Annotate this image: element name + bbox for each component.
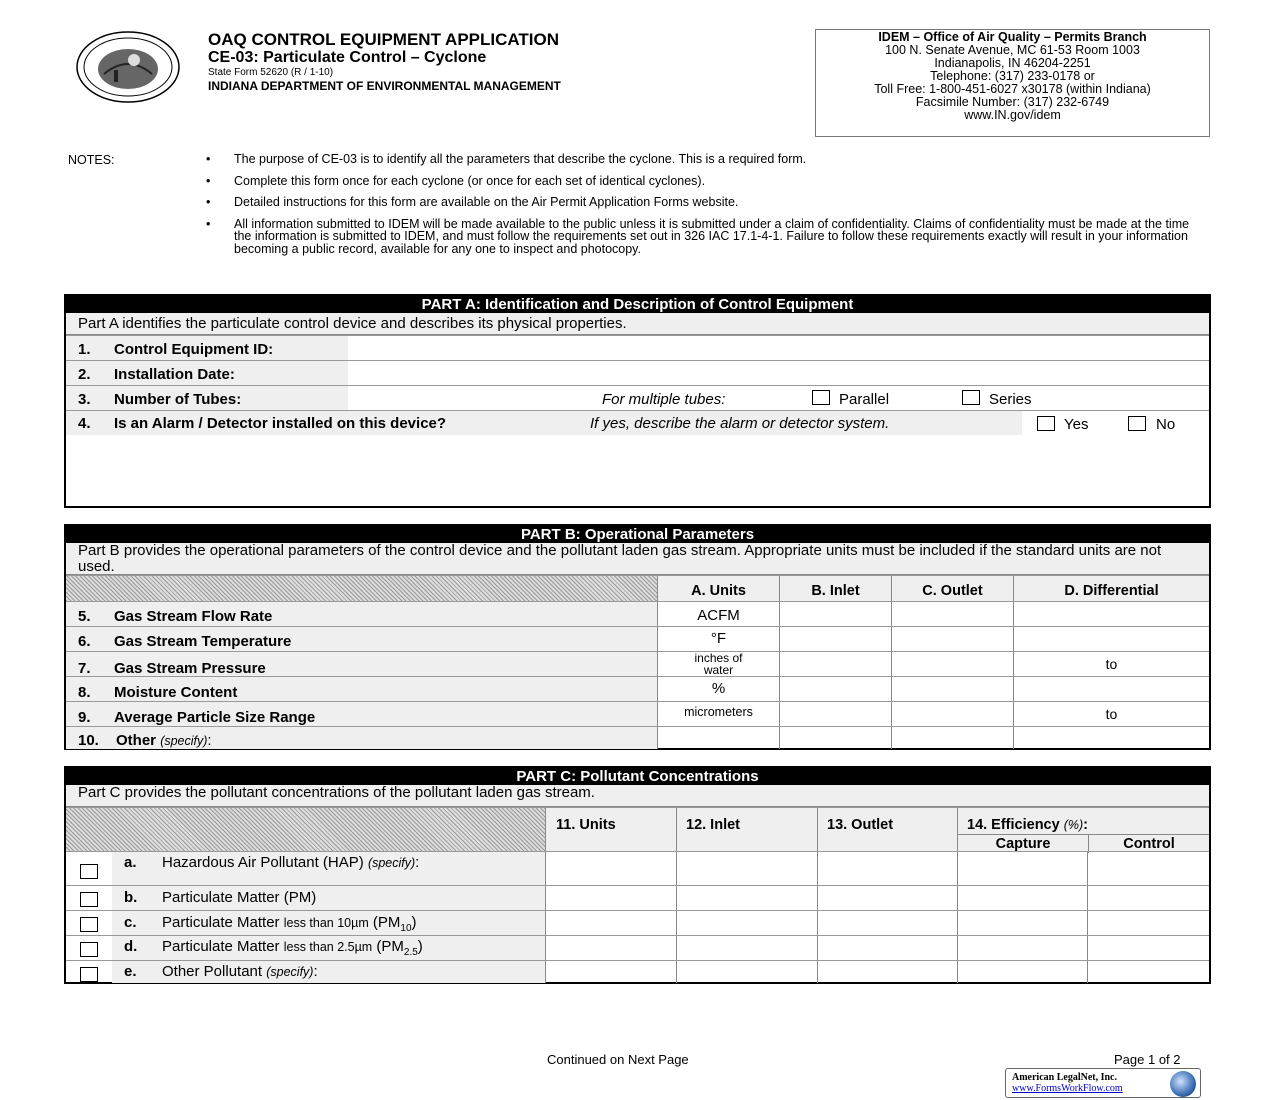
temperature-inlet-field[interactable] xyxy=(779,627,891,651)
note-item: • Complete this form once for each cyclone (or once for each set of identical cyclones). xyxy=(206,173,706,188)
inlet-column-header: B. Inlet xyxy=(811,583,860,599)
part-a-row-3: 3. Number of Tubes: For multiple tubes: Parallel Series xyxy=(66,385,1209,410)
other-pollutant-outlet-field[interactable] xyxy=(817,961,957,983)
other-outlet-field[interactable] xyxy=(891,727,1013,749)
hap-units-field[interactable] xyxy=(545,852,676,885)
c-inlet-column-header: 12. Inlet xyxy=(686,817,740,833)
pm-inlet-field[interactable] xyxy=(676,886,817,910)
form-subtitle: CE-03: Particulate Control – Cyclone xyxy=(208,49,487,66)
department-name: INDIANA DEPARTMENT OF ENVIRONMENTAL MANAGEMENT xyxy=(208,79,561,93)
state-seal xyxy=(74,30,182,104)
part-b xyxy=(64,524,1211,750)
contact-address2: Indianapolis, IN 46204-2251 xyxy=(934,56,1091,70)
globe-icon xyxy=(1170,1071,1196,1097)
bullet-icon: • xyxy=(206,152,211,166)
particle-size-differential-field[interactable]: to xyxy=(1013,702,1209,726)
flow-rate-outlet-field[interactable] xyxy=(891,602,1013,626)
flow-rate-differential-field[interactable] xyxy=(1013,602,1209,626)
notes-label: NOTES: xyxy=(68,153,115,167)
differential-column-header: D. Differential xyxy=(1064,583,1159,599)
part-a-title: PART A: Identification and Description of Control Equipment xyxy=(66,296,1209,313)
bullet-icon: • xyxy=(206,216,211,231)
pm25-control-field[interactable] xyxy=(1087,936,1209,960)
multiple-tubes-label: For multiple tubes: xyxy=(602,391,726,408)
part-a-row-4: 4. Is an Alarm / Detector installed on this device? If yes, describe the alarm or detector system. Yes No xyxy=(66,410,1209,508)
hap-inlet-field[interactable] xyxy=(676,852,817,885)
c-units-column-header: 11. Units xyxy=(556,817,616,833)
control-equipment-id-field[interactable] xyxy=(348,336,1209,360)
contact-telephone: Telephone: (317) 233-0178 or xyxy=(930,69,1095,83)
notes-list xyxy=(206,153,1206,265)
capture-column-header: Capture xyxy=(995,836,1051,852)
temperature-outlet-field[interactable] xyxy=(891,627,1013,651)
contact-fax: Facsimile Number: (317) 232-6749 xyxy=(915,95,1110,109)
table-row: b. Particulate Matter (PM) xyxy=(66,885,1209,910)
table-row: 9. Average Particle Size Range micrometers to xyxy=(66,701,1209,726)
hap-outlet-field[interactable] xyxy=(817,852,957,885)
part-c-title: PART C: Pollutant Concentrations xyxy=(66,768,1209,785)
pm25-label: Particulate Matter less than 2.5µm $(PM_{2.5})$ xyxy=(162,938,423,958)
legalnet-link[interactable]: www.FormsWorkFlow.com xyxy=(1012,1083,1123,1094)
form-number: State Form 52620 (R / 1-10) xyxy=(208,67,334,78)
flow-rate-inlet-field[interactable] xyxy=(779,602,891,626)
moisture-differential-field[interactable] xyxy=(1013,677,1209,701)
units-column-header: A. Units xyxy=(691,583,746,599)
table-row: 6. Gas Stream Temperature °F xyxy=(66,626,1209,651)
series-label: Series xyxy=(989,391,1032,408)
pm10-outlet-field[interactable] xyxy=(817,911,957,935)
pm-control-field[interactable] xyxy=(1087,886,1209,910)
other-pollutant-control-field[interactable] xyxy=(1087,961,1209,983)
part-c xyxy=(64,766,1211,984)
part-a xyxy=(64,294,1211,508)
pm10-units-field[interactable] xyxy=(545,911,676,935)
installation-date-field[interactable] xyxy=(348,361,1209,385)
alarm-no-label: No xyxy=(1156,416,1176,433)
part-b-description: Part B provides the operational parameters of the control device and the pollutant laden gas stream. Appropriate units must be included if the standard units are not used. xyxy=(66,543,1209,575)
pm10-control-field[interactable] xyxy=(1087,911,1209,935)
pressure-outlet-field[interactable] xyxy=(891,652,1013,676)
part-c-description: Part C provides the pollutant concentrations of the pollutant laden gas stream. xyxy=(66,785,1209,807)
contact-web: www.IN.gov/idem xyxy=(964,108,1061,122)
part-c-header-row xyxy=(66,807,1209,851)
other-pollutant-units-field[interactable] xyxy=(545,961,676,983)
form-title: OAQ CONTROL EQUIPMENT APPLICATION xyxy=(208,30,560,49)
moisture-inlet-field[interactable] xyxy=(779,677,891,701)
contact-box xyxy=(815,29,1210,137)
outlet-column-header: C. Outlet xyxy=(922,583,983,599)
temperature-differential-field[interactable] xyxy=(1013,627,1209,651)
pm-capture-field[interactable] xyxy=(957,886,1087,910)
pm25-outlet-field[interactable] xyxy=(817,936,957,960)
hap-checkbox[interactable] xyxy=(80,864,98,879)
c-outlet-column-header: 13. Outlet xyxy=(827,817,894,833)
note-item: • Detailed instructions for this form are available on the Air Permit Application Forms website. xyxy=(206,195,739,210)
other-inlet-field[interactable] xyxy=(779,727,891,749)
pressure-inlet-field[interactable] xyxy=(779,652,891,676)
part-b-title: PART B: Operational Parameters xyxy=(66,526,1209,543)
pm25-units-field[interactable] xyxy=(545,936,676,960)
other-pollutant-inlet-field[interactable] xyxy=(676,961,817,983)
bullet-icon: • xyxy=(206,173,211,188)
other-pollutant-capture-field[interactable] xyxy=(957,961,1087,983)
control-column-header: Control xyxy=(1088,835,1209,853)
particle-size-outlet-field[interactable] xyxy=(891,702,1013,726)
pm10-capture-field[interactable] xyxy=(957,911,1087,935)
table-row: 8. Moisture Content % xyxy=(66,676,1209,701)
legalnet-badge[interactable] xyxy=(1005,1068,1201,1098)
bullet-icon: • xyxy=(206,195,211,210)
pm-outlet-field[interactable] xyxy=(817,886,957,910)
table-row: d. Particulate Matter less than 2.5µm $(PM_{2.5})$ xyxy=(66,935,1209,960)
alarm-hint: If yes, describe the alarm or detector system. xyxy=(590,415,890,432)
header xyxy=(208,30,768,93)
hap-capture-field[interactable] xyxy=(957,852,1087,885)
parallel-checkbox[interactable] xyxy=(812,390,830,405)
alarm-no-checkbox[interactable] xyxy=(1128,416,1146,431)
number-of-tubes-label: Number of Tubes: xyxy=(114,391,242,408)
pm-units-field[interactable] xyxy=(545,886,676,910)
alarm-yes-label: Yes xyxy=(1064,416,1089,433)
pm-label: Particulate Matter (PM) xyxy=(162,889,317,906)
other-units-field[interactable] xyxy=(657,727,779,749)
page-number: Page 1 of 2 xyxy=(1114,1052,1181,1067)
pm25-checkbox[interactable] xyxy=(80,942,98,957)
part-b-header-row xyxy=(66,575,1209,601)
particle-size-inlet-field[interactable] xyxy=(779,702,891,726)
table-row: c. Particulate Matter less than 10µm $(PM_{10})$ xyxy=(66,910,1209,935)
installation-date-label: Installation Date: xyxy=(114,366,235,383)
part-a-row-2: 2. Installation Date: xyxy=(66,360,1209,385)
pm10-inlet-field[interactable] xyxy=(676,911,817,935)
legalnet-company: American LegalNet, Inc. xyxy=(1012,1072,1117,1083)
table-row: 7. Gas Stream Pressure inches of water to xyxy=(66,651,1209,676)
series-checkbox[interactable] xyxy=(962,390,980,405)
hap-control-field[interactable] xyxy=(1087,852,1209,885)
pm10-label: Particulate Matter less than 10µm $(PM_{10})$ xyxy=(162,914,417,934)
contact-office: IDEM – Office of Air Quality – Permits Branch xyxy=(878,30,1147,44)
table-row: 10. Other (specify): xyxy=(66,726,1209,748)
control-equipment-id-label: Control Equipment ID: xyxy=(114,341,274,358)
part-a-row-1: 1. Control Equipment ID: xyxy=(66,335,1209,360)
continued-note: Continued on Next Page xyxy=(547,1052,689,1067)
pm10-checkbox[interactable] xyxy=(80,917,98,932)
alarm-detector-label: Is an Alarm / Detector installed on this device? xyxy=(114,415,447,432)
hap-label: Hazardous Air Pollutant (HAP) (specify): xyxy=(162,854,420,871)
note-item: • All information submitted to IDEM will be made available to the public unless it is submitted under a claim of confidentiality. Claims of confidentiality must be made at the time the information is submitted to IDEM, and must follow the requirements set out in 326 IAC 17.1-4-1. Failure to follow these requirements exactly will result in your information becoming a public record, available for any one to inspect and photocopy. xyxy=(206,216,1190,256)
parallel-label: Parallel xyxy=(839,391,890,408)
pressure-differential-field[interactable]: to xyxy=(1013,652,1209,676)
pm25-inlet-field[interactable] xyxy=(676,936,817,960)
moisture-outlet-field[interactable] xyxy=(891,677,1013,701)
contact-address1: 100 N. Senate Avenue, MC 61-53 Room 1003 xyxy=(885,43,1140,57)
number-of-tubes-field[interactable] xyxy=(348,386,588,410)
table-row: a. Hazardous Air Pollutant (HAP) (specify): xyxy=(66,851,1209,885)
contact-tollfree: Toll Free: 1-800-451-6027 x30178 (within Indiana) xyxy=(874,82,1151,96)
alarm-description-field[interactable] xyxy=(66,436,1209,506)
other-pollutant-checkbox[interactable] xyxy=(80,967,98,982)
other-differential-field[interactable] xyxy=(1013,727,1209,749)
note-item: • The purpose of CE-03 is to identify all the parameters that describe the cyclone. This is a required form. xyxy=(206,152,807,166)
pm-checkbox[interactable] xyxy=(80,892,98,907)
other-pollutant-label: Other Pollutant (specify): xyxy=(162,963,318,980)
alarm-yes-checkbox[interactable] xyxy=(1037,416,1055,431)
table-row: 5. Gas Stream Flow Rate ACFM xyxy=(66,601,1209,626)
pm25-capture-field[interactable] xyxy=(957,936,1087,960)
efficiency-column-header: 14. Efficiency (%): xyxy=(967,817,1089,833)
part-a-description: Part A identifies the particulate control device and describes its physical properties. xyxy=(66,313,1209,335)
table-row: e. Other Pollutant (specify): xyxy=(66,960,1209,982)
other-parameter-label: Other (specify): xyxy=(116,732,212,749)
